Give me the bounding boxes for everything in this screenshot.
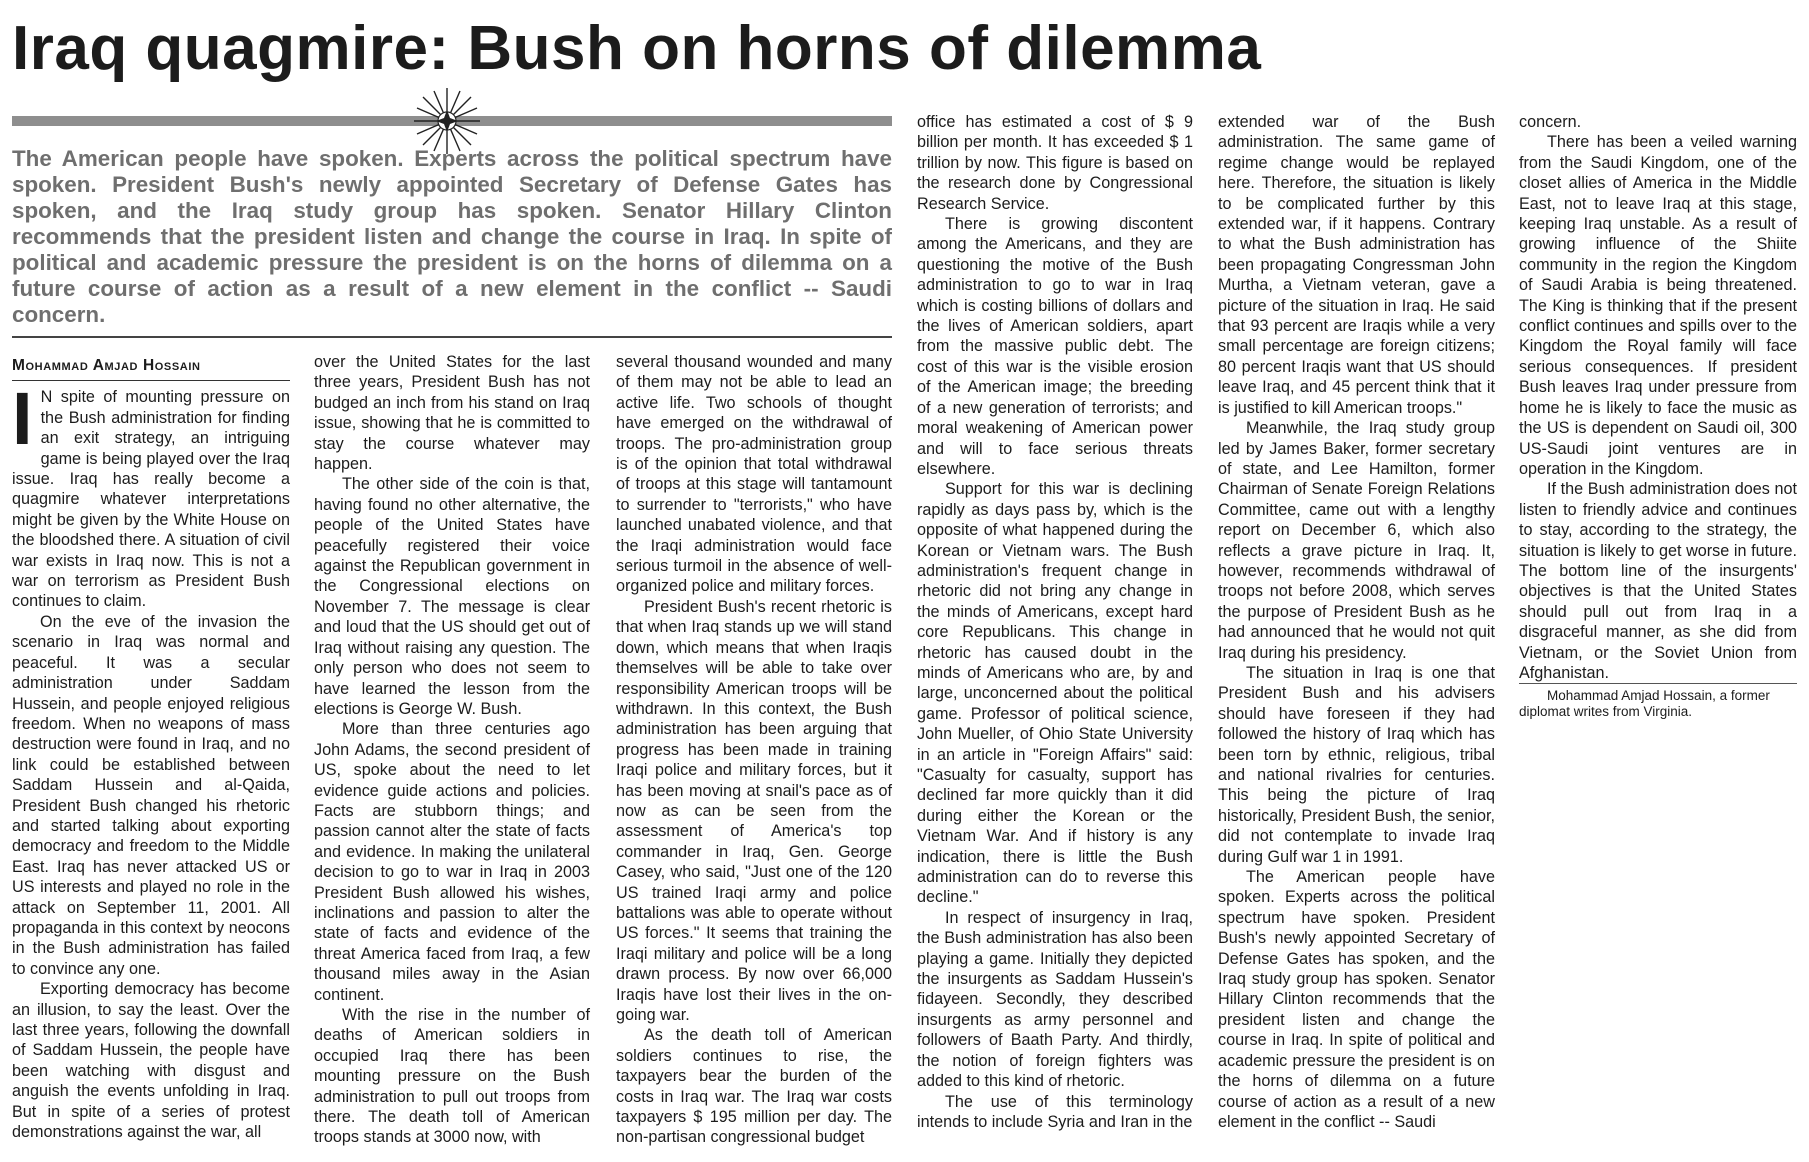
article-paragraph: The American people have spoken. Experts across the political spectrum have spoken. President Bush's newly appointed Secretary of Defense Gates has spoken, and the Iraq study group has spoken. Senator Hillary Clinton recommends that the president listen and change the course in Iraq. In spite of political and academic pressure the president is on the horns of dilemma on a future course of action as a result of a new element in the conflict -- Saudi: [1218, 868, 1495, 1131]
article-paragraph: There has been a veiled warning from the Saudi Kingdom, one of the closet allies of America in the Middle East, not to leave Iraq at this stage, keeping Iraq unstable. As a result of growing influence of the Shiite community in the region the Kingdom of Saudi Arabia is being threatened. The King is thinking that if the present conflict continues and spills over to the Kingdom the Royal family will face serious consequences. If president Bush leaves Iraq under pressure from home he is likely to face the music as the US is dependent on Saudi oil, 300 US-Saudi joint ventures are in operation in the Kingdom.: [1519, 133, 1797, 478]
article-column-6: [1519, 112, 1797, 720]
article-paragraph: The situation in Iraq is one that President Bush and his advisers should have foreseen if they had followed the history of Iraq which has been torn by ethnic, religious, tribal and national rivalries for centuries. This being the picture of Iraq historically, President Bush, the senior, did not contemplate to invade Iraq during Gulf war 1 in 1991.: [1218, 663, 1495, 866]
article-paragraph: over the United States for the last three years, President Bush has not budged an inch from his stand on Iraq issue, showing that he is committed to stay the course whatever may happen.: [314, 353, 590, 474]
article-paragraph: The use of this terminology intends to include Syria and Iran in the: [917, 1092, 1193, 1131]
article-column-4: [917, 112, 1193, 1132]
article-column-2: [314, 352, 590, 1148]
article-paragraph: office has estimated a cost of $ 9 billion per month. It has exceeded $ 1 trillion by now. This figure is based on the research done by Congressional Research Service.: [917, 113, 1193, 213]
deck-rule: [12, 336, 892, 338]
article-paragraph: As the death toll of American soldiers continues to rise, the taxpayers bear the burden of the costs in Iraq war. The Iraq war costs taxpayers $ 195 million per day. The non-partisan congressional budget: [616, 1026, 892, 1147]
article-column-3: [616, 352, 892, 1148]
headline: Iraq quagmire: Bush on horns of dilemma: [12, 14, 1262, 83]
article-paragraph: President Bush's recent rhetoric is that when Iraq stands up we will stand down, which means that when Iraqis themselves will be able to take over responsibility American troops will be withdrawn. In this context, the Bush administration has been arguing that progress has been made in training Iraqi police and military forces, but it has been moving at snail's pace as of now as can be seen from the assessment of America's top commander in Iraq, Gen. George Casey, who said, "Just one of the 120 US trained Iraqi army and police battalions was able to operate without US forces." It seems that training the Iraqi military and police will be a long drawn process. By now over 66,000 Iraqis have lost their lives in the on-going war.: [616, 597, 892, 1024]
article-column-1: [12, 356, 290, 1142]
article-paragraph: The other side of the coin is that, having found no other alternative, the people of the United States have peacefully registered their voice against the Republican government in the Congressional elections on November 7. The message is clear and loud that the US should get out of Iraq without raising any question. The only person who does not seem to have learned the lesson from the elections is George W. Bush.: [314, 475, 590, 718]
article-paragraph: More than three centuries ago John Adams, the second president of US, spoke about the need to let evidence guide actions and policies. Facts are stubborn things; and passion cannot alter the state of facts and evidence. In making the unilateral decision to go to war in Iraq in 2003 President Bush allowed his wishes, inclinations and passion to alter the state of facts and evidence of the threat America faced from Iraq, a few thousand miles away in the Asian continent.: [314, 720, 590, 1004]
article-paragraph: There is growing discontent among the Americans, and they are questioning the motive of the Bush administration to go to war in Iraq which is costing billions of dollars and the lives of American soldiers, apart from the massive public debt. The cost of this war is the visible erosion of the American image; the breeding of a new generation of terrorists; and moral weakening of American power and will to face serious threats elsewhere.: [917, 215, 1193, 478]
article-paragraph: In respect of insurgency in Iraq, the Bush administration has also been playing a game. Initially they depicted the insurgents as Saddam Hussein's fidayeen. Secondly, they described insurgents as army personnel and followers of Baath Party. And thirdly, the notion of foreign fighters was added to this kind of rhetoric.: [917, 908, 1193, 1091]
article-paragraph: On the eve of the invasion the scenario in Iraq was normal and peaceful. It was a secular administration under Saddam Hussein, and people enjoyed religious freedom. When no weapons of mass destruction were found in Iraq, and no link could be established between Saddam Hussein and al-Qaida, President Bush changed his rhetoric and started talking about exporting democracy and freedom to the Middle East. Iraq has never attacked US or US interests and played no role in the attack on September 11, 2001. All propaganda in this context by neocons in the Bush administration has failed to convince any one.: [12, 612, 290, 978]
article-paragraph: concern.: [1519, 113, 1582, 131]
article-paragraph: Exporting democracy has become an illusion, to say the least. Over the last three years, following the downfall of Saddam Hussein, the people have been watching with disgust and anguish the events unfolding in Iraq. But in spite of a series of protest demonstrations against the war, all: [12, 980, 290, 1142]
article-paragraph: With the rise in the number of deaths of American soldiers in occupied Iraq there has been mounting pressure on the Bush administration to pull out troops from there. The death toll of American troops stands at 3000 now, with: [314, 1006, 590, 1147]
article-paragraph: several thousand wounded and many of them may not be able to lead an active life. Two schools of thought have emerged on the withdrawal of troops. The pro-administration group is of the opinion that total withdrawal of troops at this stage will tantamount to surrender to "terrorists," who have launched unabated violence, and that the Iraqi administration would face serious turmoil in the absence of well-organized police and military forces.: [616, 353, 892, 596]
deck-summary: The American people have spoken. Experts across the political spectrum have spoken. President Bush's newly appointed Secretary of Defense Gates has spoken, and the Iraq study group has spoken. Senator Hillary Clinton recommends that the president listen and change the course in Iraq. In spite of political and academic pressure the president is on the horns of dilemma on a future course of action as a result of a new element in the conflict -- Saudi concern.: [12, 146, 892, 327]
article-paragraph: If the Bush administration does not listen to friendly advice and continues to stay, according to the strategy, the situation is likely to get worse in future. The bottom line of the insurgents' objectives is that the United States should pull out from Iraq in a disgraceful manner, as she did from Vietnam, or the Soviet Union from Afghanistan.: [1519, 480, 1797, 682]
drop-cap: I: [12, 377, 33, 461]
article-paragraph: Support for this war is declining rapidly as days pass by, which is the opposite of what happened during the Korean or Vietnam wars. The Bush administration's frequent change in rhetoric did not bring any change in the minds of Americans, except hard core Republicans. This change in rhetoric has caused doubt in the minds of Americans who are, by and large, unconcerned about the political game. Professor of political science, John Mueller, of Ohio State University in an article in "Foreign Affairs" said: "Casualty for casualty, support has declined far more quickly than it did during either the Korean or the Vietnam War. And if history is any indication, there is little the Bush administration can do to reverse this decline.": [917, 480, 1193, 907]
article-column-5: [1218, 112, 1495, 1132]
byline: Mohammad Amjad Hossain: [12, 356, 290, 381]
author-tagline: Mohammad Amjad Hossain, a former diplomat writes from Virginia.: [1519, 683, 1797, 720]
article-paragraph: Meanwhile, the Iraq study group led by James Baker, former secretary of state, and Lee Hamilton, former Chairman of Senate Foreign Relations Committee, came out with a lengthy report on December 6, which also reflects a grave picture in Iraq. It, however, recommends withdrawal of troops not before 2008, which serves the purpose of President Bush as he had announced that he would not quit Iraq during his presidency.: [1218, 419, 1495, 662]
article-paragraph: extended war of the Bush administration. The same game of regime change would be replayed here. Therefore, the situation is likely to be complicated further by this extended war, if it happens. Contrary to what the Bush administration has been propagating Congressman John Murtha, a Vietnam veteran, gave a picture of the situation in Iraq. He said that 93 percent are Iraqis while a very small percentage are foreign citizens; 80 percent Iraqis want that US should leave Iraq, and 45 percent think that it is justified to kill American troops.": [1218, 113, 1495, 417]
article-paragraph: I N spite of mounting pressure on the Bush administration for finding an exit strategy, an intriguing game is being played over the Iraq issue. Iraq has really become a quagmire whatever interpretations might be given by the White House on the bloodshed there. A situation of civil war exists in Iraq now. This is not a war on terrorism as President Bush continues to claim.: [12, 377, 290, 611]
